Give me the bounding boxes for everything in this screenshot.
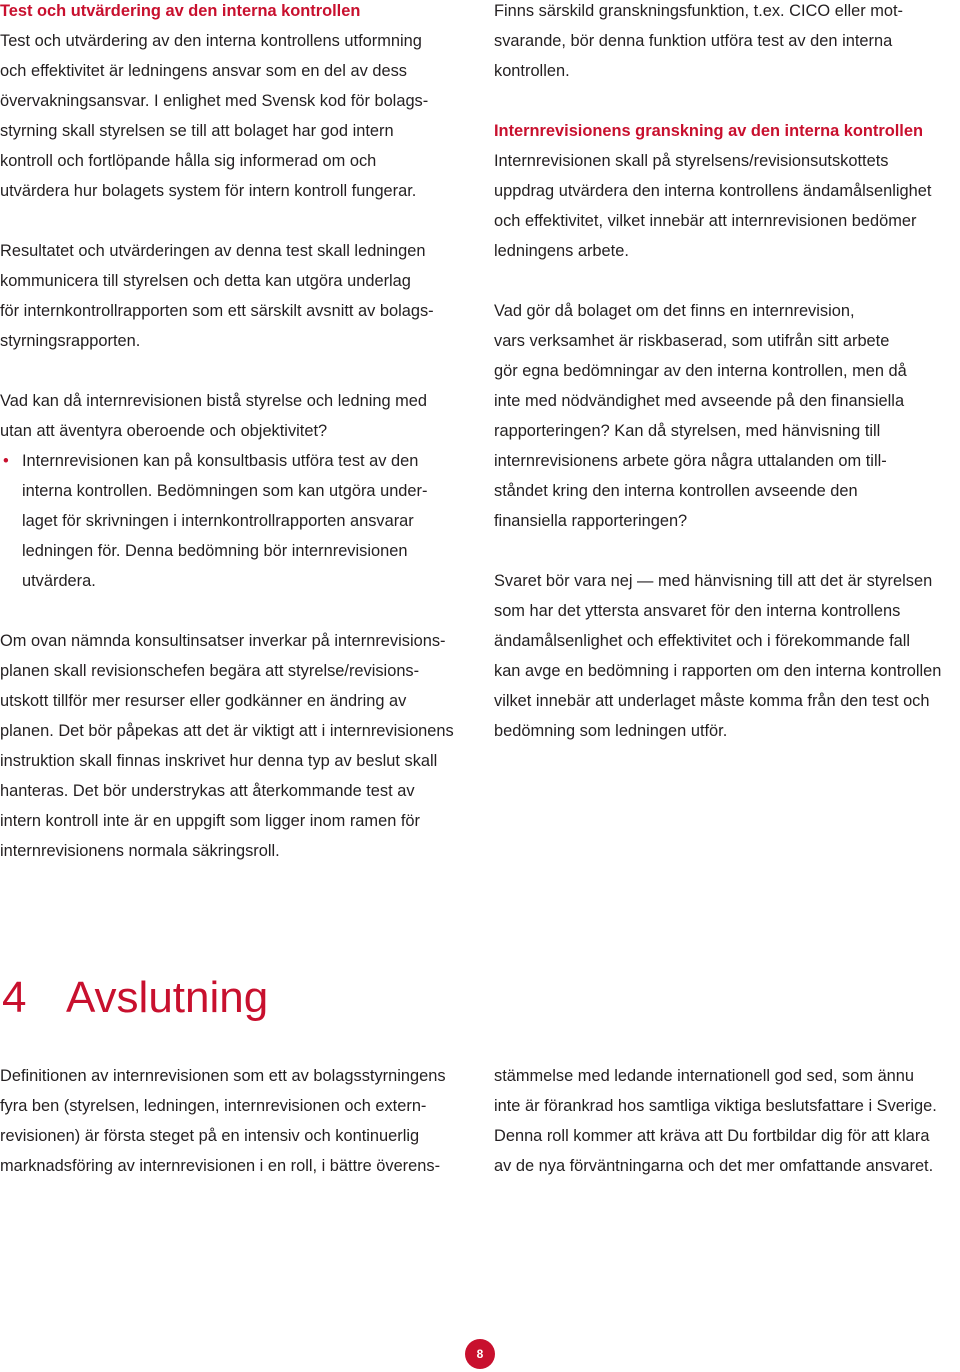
paragraph-line: Finns särskild granskningsfunktion, t.ex. CICO eller mot-: [494, 2, 904, 20]
paragraph-line: Svaret bör vara nej — med hänvisning till att det är styrelsen: [494, 572, 933, 590]
paragraph-line: fyra ben (styrelsen, ledningen, internrevisionen och extern-: [0, 1097, 427, 1115]
paragraph-line: kommunicera till styrelsen och detta kan utgöra underlag: [0, 272, 411, 290]
paragraph-line: kontrollen.: [494, 62, 570, 80]
bullet-line: ledningen för. Denna bedömning bör internrevisionen: [22, 542, 408, 560]
paragraph-line: Om ovan nämnda konsultinsatser inverkar på internrevisions-: [0, 632, 446, 650]
paragraph-line: bedömning som ledningen utför.: [494, 722, 728, 740]
paragraph-line: kan avge en bedömning i rapporten om den interna kontrollen: [494, 662, 942, 680]
bullet-line: utvärdera.: [22, 572, 96, 590]
paragraph-line: ändamålsenlighet och effektivitet och i förekommande fall: [494, 632, 911, 650]
paragraph-line: hanteras. Det bör understrykas att återkommande test av: [0, 782, 415, 800]
paragraph-line: Internrevisionen skall på styrelsens/revisionsutskottets: [494, 152, 889, 170]
chapter-heading: [2, 968, 268, 1028]
paragraph-line: utskott tillför mer resurser eller godkänner en ändring av: [0, 692, 407, 710]
section-heading-internal-audit-review: Internrevisionens granskning av den interna kontrollen: [494, 122, 923, 140]
paragraph-line: inte är förankrad hos samtliga viktiga beslutsfattare i Sverige.: [494, 1097, 937, 1115]
chapter-number: 4: [2, 973, 27, 1022]
paragraph-line: internrevisionens normala säkringsroll.: [0, 842, 280, 860]
question-line: utan att äventyra oberoende och objektivitet?: [0, 422, 328, 440]
paragraph-line: ledningens arbete.: [494, 242, 629, 260]
paragraph-line: som har det yttersta ansvaret för den interna kontrollens: [494, 602, 901, 620]
paragraph-line: Definitionen av internrevisionen som ett av bolagsstyrningens: [0, 1067, 446, 1085]
paragraph-line: gör egna bedömningar av den interna kontrollen, men då: [494, 362, 907, 380]
paragraph-line: övervakningsansvar. I enlighet med Svensk kod för bolags-: [0, 92, 429, 110]
question-line: Vad kan då internrevisionen bistå styrelse och ledning med: [0, 392, 428, 410]
paragraph-line: utvärdera hur bolagets system för intern kontroll fungerar.: [0, 182, 417, 200]
chapter-title: Avslutning: [66, 973, 269, 1022]
paragraph-line: vars verksamhet är riskbaserad, som utifrån sitt arbete: [494, 332, 890, 350]
paragraph-line: revisionen) är första steget på en intensiv och kontinuerlig: [0, 1127, 420, 1145]
bullet-line: Internrevisionen kan på konsultbasis utföra test av den: [22, 452, 419, 470]
paragraph-line: planen skall revisionschefen begära att styrelse/revisions-: [0, 662, 420, 680]
paragraph-line: för internkontrollrapporten som ett särskilt avsnitt av bolags-: [0, 302, 434, 320]
bullet-line: laget för skrivningen i internkontrollrapporten ansvarar: [22, 512, 414, 530]
section-heading-internal-control-test: Test och utvärdering av den interna kontrollen: [0, 2, 361, 20]
paragraph-line: kontroll och fortlöpande hålla sig informerad om och: [0, 152, 377, 170]
paragraph-line: Test och utvärdering av den interna kontrollens utformning: [0, 32, 422, 50]
paragraph-line: internrevisionens arbete göra några uttalanden om till-: [494, 452, 887, 470]
page-number-badge: 8: [465, 1339, 495, 1369]
paragraph-line: och effektivitet, vilket innebär att internrevisionen bedömer: [494, 212, 917, 230]
paragraph-line: intern kontroll inte är en uppgift som ligger inom ramen för: [0, 812, 420, 830]
paragraph-line: Resultatet och utvärderingen av denna test skall ledningen: [0, 242, 426, 260]
paragraph-line: svarande, bör denna funktion utföra test av den interna: [494, 32, 893, 50]
paragraph-line: Vad gör då bolaget om det finns en internrevision,: [494, 302, 855, 320]
paragraph-line: planen. Det bör påpekas att det är viktigt att i internrevisionens: [0, 722, 454, 740]
bullet-line: interna kontrollen. Bedömningen som kan utgöra under-: [22, 482, 428, 500]
paragraph-line: och effektivitet är ledningens ansvar som en del av dess: [0, 62, 407, 80]
paragraph-line: instruktion skall finnas inskrivet hur denna typ av beslut skall: [0, 752, 438, 770]
paragraph-line: uppdrag utvärdera den interna kontrollens ändamålsenlighet: [494, 182, 932, 200]
paragraph-line: rapporteringen? Kan då styrelsen, med hänvisning till: [494, 422, 881, 440]
paragraph-line: av de nya förväntningarna och det mer omfattande ansvaret.: [494, 1157, 934, 1175]
paragraph-line: Denna roll kommer att kräva att Du fortbildar dig för att klara: [494, 1127, 930, 1145]
paragraph-line: styrningsrapporten.: [0, 332, 141, 350]
paragraph-line: stämmelse med ledande internationell god sed, som ännu: [494, 1067, 915, 1085]
paragraph-line: marknadsföring av internrevisionen i en roll, i bättre överens-: [0, 1157, 441, 1175]
bullet-icon: •: [3, 452, 9, 470]
paragraph-line: ståndet kring den interna kontrollen avseende den: [494, 482, 858, 500]
paragraph-line: vilket innebär att underlaget måste komma från den test och: [494, 692, 930, 710]
paragraph-line: finansiella rapporteringen?: [494, 512, 688, 530]
paragraph-line: inte med nödvändighet med avseende på den finansiella: [494, 392, 905, 410]
paragraph-line: styrning skall styrelsen se till att bolaget har god intern: [0, 122, 394, 140]
